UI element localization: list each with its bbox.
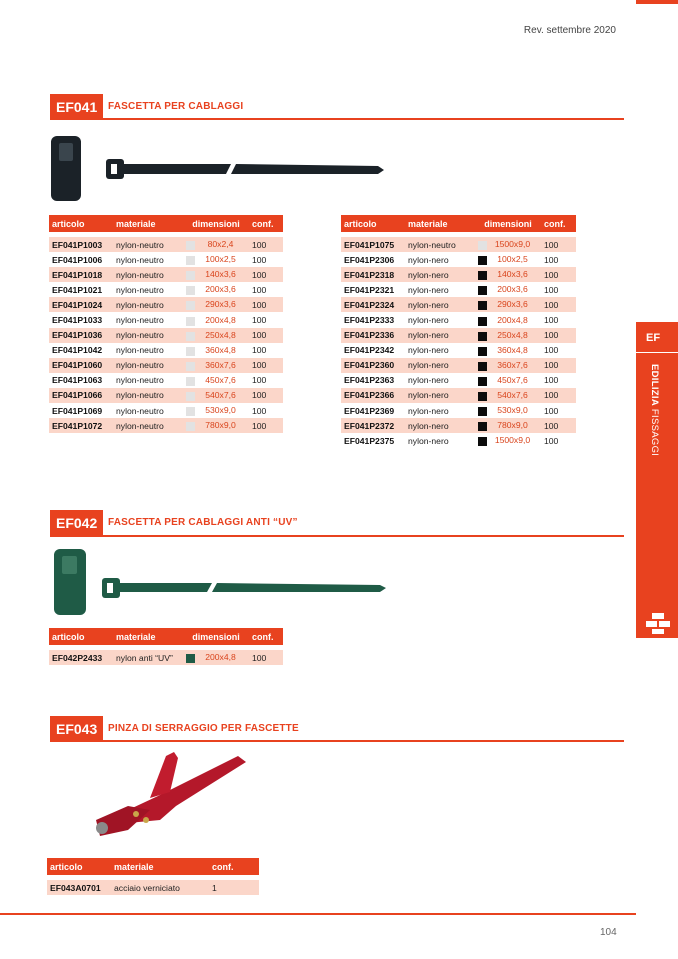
- col-dimensioni: dimensioni: [183, 215, 249, 232]
- cable-tie-black-image: [48, 133, 393, 205]
- cell-articolo: EF041P2333: [344, 315, 395, 326]
- cell-articolo: EF041P2369: [344, 405, 395, 416]
- table-header: [49, 215, 283, 232]
- cell-dimensioni: 80x2,4: [183, 237, 249, 252]
- section-divider: [50, 118, 624, 120]
- cell-materiale: nylon-neutro: [113, 328, 183, 343]
- side-divider: [636, 352, 678, 353]
- table-row: [341, 237, 576, 252]
- section-code-ef042: EF042: [50, 510, 103, 536]
- cell-materiale: nylon-nero: [405, 297, 475, 312]
- color-swatch: [186, 347, 195, 356]
- cell-dimensioni: 360x4,8: [183, 343, 249, 358]
- cell-conf: 100: [249, 297, 283, 312]
- color-swatch: [478, 271, 487, 280]
- cell-articolo: EF041P1003: [49, 237, 113, 252]
- table-row: [49, 418, 283, 433]
- cell-conf: 100: [544, 284, 559, 295]
- cell-materiale: nylon-nero: [408, 284, 449, 295]
- table-row: [341, 267, 576, 282]
- cell-conf: 100: [249, 418, 283, 433]
- table-row: [341, 282, 576, 297]
- cell-articolo: EF042P2433: [49, 650, 113, 665]
- table-row: [49, 267, 283, 282]
- color-swatch: [478, 392, 487, 401]
- color-swatch: [478, 332, 487, 341]
- section-divider: [50, 740, 624, 742]
- top-accent-bar: [636, 0, 678, 4]
- table-row: [341, 418, 576, 433]
- col-dimensioni: dimensioni: [183, 628, 249, 645]
- cell-articolo: EF041P1021: [52, 284, 103, 295]
- cell-conf: 100: [249, 267, 283, 282]
- col-conf: conf.: [249, 628, 283, 645]
- cell-materiale: nylon-nero: [408, 315, 449, 326]
- cell-conf: 100: [541, 328, 576, 343]
- color-swatch: [478, 347, 487, 356]
- color-swatch: [186, 256, 195, 265]
- cell-materiale: nylon-nero: [405, 388, 475, 403]
- table-header: [49, 628, 283, 645]
- cell-conf: 100: [541, 267, 576, 282]
- cable-tie-uv-image: [52, 546, 392, 618]
- bricks-icon: [645, 612, 671, 634]
- section-title-ef043: PINZA DI SERRAGGIO PER FASCETTE: [108, 723, 299, 734]
- cell-conf: 100: [249, 358, 283, 373]
- table-row: [341, 433, 576, 448]
- table-row: [49, 650, 283, 665]
- cell-dimensioni: 1500x9,0: [475, 237, 541, 252]
- section-title-ef041: FASCETTA PER CABLAGGI: [108, 101, 244, 112]
- cell-articolo: EF041P2318: [341, 267, 405, 282]
- cell-materiale: nylon anti “UV”: [113, 650, 183, 665]
- cell-articolo: EF041P2366: [341, 388, 405, 403]
- cell-dimensioni: 250x4,8: [475, 328, 541, 343]
- table-row: [49, 297, 283, 312]
- cell-articolo: EF041P1006: [52, 254, 103, 265]
- cell-articolo: EF041P1042: [52, 345, 103, 356]
- table-row: [341, 252, 576, 267]
- cell-conf: 100: [252, 405, 267, 416]
- cell-conf: 100: [544, 315, 559, 326]
- cell-conf: 100: [252, 315, 267, 326]
- section-code-ef043: EF043: [50, 716, 103, 742]
- table-row: [341, 328, 576, 343]
- col-materiale: materiale: [405, 215, 475, 232]
- cell-dimensioni: 140x3,6: [183, 267, 249, 282]
- col-articolo: articolo: [49, 628, 113, 645]
- cell-conf: 100: [252, 254, 267, 265]
- footer-divider: [0, 913, 636, 915]
- cell-conf: 100: [252, 375, 267, 386]
- table-header: [47, 858, 259, 875]
- page-number: 104: [600, 927, 617, 938]
- cell-articolo: EF041P1072: [49, 418, 113, 433]
- cell-articolo: EF041P1033: [52, 315, 103, 326]
- cell-articolo: EF041P2342: [344, 345, 395, 356]
- cell-materiale: nylon-nero: [408, 405, 449, 416]
- cell-dimensioni: 200x4,8: [183, 312, 249, 327]
- color-swatch: [186, 317, 195, 326]
- cell-conf: 100: [544, 405, 559, 416]
- cell-articolo: EF041P1069: [52, 405, 103, 416]
- table-row: [341, 358, 576, 373]
- color-swatch: [186, 422, 195, 431]
- table-row: [341, 312, 576, 327]
- col-articolo: articolo: [341, 215, 405, 232]
- cable-tie-gun-image: [88, 748, 258, 844]
- cell-materiale: acciaio verniciato: [111, 880, 209, 895]
- cell-dimensioni: 100x2,5: [183, 252, 249, 267]
- cell-dimensioni: 290x3,6: [183, 297, 249, 312]
- section-title-ef042: FASCETTA PER CABLAGGI ANTI “UV”: [108, 517, 298, 528]
- table-row: [49, 343, 283, 358]
- table-row: [341, 373, 576, 388]
- color-swatch: [186, 241, 195, 250]
- cell-dimensioni: 450x7,6: [475, 373, 541, 388]
- table-row: [49, 237, 283, 252]
- col-conf: conf.: [209, 858, 259, 875]
- cell-materiale: nylon-nero: [405, 418, 475, 433]
- cell-conf: 1: [209, 880, 259, 895]
- color-swatch: [478, 437, 487, 446]
- table-row: [49, 403, 283, 418]
- cell-conf: 100: [249, 328, 283, 343]
- cell-conf: 100: [249, 237, 283, 252]
- cell-materiale: nylon-neutro: [113, 418, 183, 433]
- cell-articolo: EF041P1060: [49, 358, 113, 373]
- cell-dimensioni: 780x9,0: [475, 418, 541, 433]
- table-row: [49, 252, 283, 267]
- col-materiale: materiale: [113, 215, 183, 232]
- col-articolo: articolo: [47, 858, 111, 875]
- cell-articolo: EF041P2360: [341, 358, 405, 373]
- cell-dimensioni: 200x3,6: [183, 282, 249, 297]
- cell-dimensioni: 200x4,8: [183, 650, 249, 665]
- cell-dimensioni: 530x9,0: [183, 403, 249, 418]
- cell-materiale: nylon-neutro: [116, 405, 164, 416]
- table-row: [49, 358, 283, 373]
- cell-dimensioni: 250x4,8: [183, 328, 249, 343]
- cell-dimensioni: 1500x9,0: [475, 433, 541, 448]
- cell-conf: 100: [544, 254, 559, 265]
- table-ef043: [47, 858, 259, 895]
- table-row: [341, 297, 576, 312]
- cell-articolo: EF041P1063: [52, 375, 103, 386]
- col-conf: conf.: [541, 215, 576, 232]
- color-swatch: [186, 271, 195, 280]
- table-row: [341, 388, 576, 403]
- cell-articolo: EF041P2363: [344, 375, 395, 386]
- cell-materiale: nylon-neutro: [116, 254, 164, 265]
- color-swatch: [186, 654, 195, 663]
- cell-dimensioni: 540x7,6: [183, 388, 249, 403]
- cell-dimensioni: 780x9,0: [183, 418, 249, 433]
- table-row: [49, 328, 283, 343]
- table-row: [341, 403, 576, 418]
- table-row: [49, 312, 283, 327]
- color-swatch: [186, 377, 195, 386]
- cell-dimensioni: 290x3,6: [475, 297, 541, 312]
- col-articolo: articolo: [49, 215, 113, 232]
- cell-materiale: nylon-nero: [408, 254, 449, 265]
- cell-conf: 100: [541, 418, 576, 433]
- cell-conf: 100: [544, 375, 559, 386]
- cell-materiale: nylon-neutro: [116, 345, 164, 356]
- color-swatch: [478, 362, 487, 371]
- color-swatch: [478, 422, 487, 431]
- cell-dimensioni: 200x4,8: [475, 312, 541, 327]
- cell-dimensioni: 140x3,6: [475, 267, 541, 282]
- table-row: [341, 343, 576, 358]
- cell-conf: 100: [541, 358, 576, 373]
- color-swatch: [478, 407, 487, 416]
- cell-materiale: nylon-neutro: [113, 237, 183, 252]
- cell-materiale: nylon-neutro: [116, 315, 164, 326]
- table-row: [49, 282, 283, 297]
- color-swatch: [186, 332, 195, 341]
- color-swatch: [478, 241, 487, 250]
- cell-dimensioni: 360x4,8: [475, 343, 541, 358]
- cell-conf: 100: [252, 284, 267, 295]
- cell-materiale: nylon-nero: [408, 345, 449, 356]
- cell-articolo: EF043A0701: [47, 880, 111, 895]
- color-swatch: [186, 286, 195, 295]
- color-swatch: [186, 301, 195, 310]
- cell-conf: 100: [252, 345, 267, 356]
- table-header: [341, 215, 576, 232]
- cell-articolo: EF041P1024: [49, 297, 113, 312]
- cell-materiale: nylon-neutro: [116, 284, 164, 295]
- cell-conf: 100: [544, 435, 559, 446]
- cell-dimensioni: 540x7,6: [475, 388, 541, 403]
- cell-articolo: EF041P2324: [341, 297, 405, 312]
- cell-conf: 100: [541, 388, 576, 403]
- table-ef041-left: [49, 215, 283, 433]
- section-code-ef041: EF041: [50, 94, 103, 120]
- color-swatch: [478, 286, 487, 295]
- table-row: [47, 880, 259, 895]
- cell-conf: 100: [541, 297, 576, 312]
- cell-materiale: nylon-neutro: [116, 375, 164, 386]
- cell-materiale: nylon-nero: [408, 435, 449, 446]
- cell-conf: 100: [541, 237, 576, 252]
- cell-articolo: EF041P2375: [344, 435, 395, 446]
- cell-materiale: nylon-neutro: [113, 297, 183, 312]
- cell-articolo: EF041P2321: [344, 284, 395, 295]
- cell-materiale: nylon-neutro: [113, 388, 183, 403]
- color-swatch: [478, 256, 487, 265]
- cell-articolo: EF041P1018: [49, 267, 113, 282]
- color-swatch: [478, 317, 487, 326]
- color-swatch: [478, 301, 487, 310]
- cell-articolo: EF041P2336: [341, 328, 405, 343]
- cell-materiale: nylon-neutro: [405, 237, 475, 252]
- color-swatch: [478, 377, 487, 386]
- cell-conf: 100: [249, 388, 283, 403]
- cell-articolo: EF041P1075: [341, 237, 405, 252]
- cell-articolo: EF041P2372: [341, 418, 405, 433]
- cell-dimensioni: 530x9,0: [475, 403, 541, 418]
- cell-materiale: nylon-nero: [405, 328, 475, 343]
- color-swatch: [186, 362, 195, 371]
- cell-articolo: EF041P1066: [49, 388, 113, 403]
- side-category-code: EF: [646, 332, 661, 344]
- table-row: [49, 373, 283, 388]
- col-materiale: materiale: [113, 628, 183, 645]
- table-ef041-right: [341, 215, 576, 448]
- cell-dimensioni: 200x3,6: [475, 282, 541, 297]
- cell-materiale: nylon-nero: [408, 375, 449, 386]
- col-materiale: materiale: [111, 858, 209, 875]
- cell-conf: 100: [249, 650, 283, 665]
- table-ef042: [49, 628, 283, 665]
- cell-dimensioni: 450x7,6: [183, 373, 249, 388]
- cell-conf: 100: [544, 345, 559, 356]
- color-swatch: [186, 392, 195, 401]
- cell-dimensioni: 360x7,6: [475, 358, 541, 373]
- cell-materiale: nylon-neutro: [113, 358, 183, 373]
- cell-dimensioni: 100x2,5: [475, 252, 541, 267]
- color-swatch: [186, 407, 195, 416]
- col-conf: conf.: [249, 215, 283, 232]
- cell-materiale: nylon-neutro: [113, 267, 183, 282]
- cell-materiale: nylon-nero: [405, 358, 475, 373]
- cell-dimensioni: 360x7,6: [183, 358, 249, 373]
- cell-articolo: EF041P2306: [344, 254, 395, 265]
- section-divider: [50, 535, 624, 537]
- cell-articolo: EF041P1036: [49, 328, 113, 343]
- table-row: [49, 388, 283, 403]
- revision-date: Rev. settembre 2020: [523, 25, 616, 36]
- col-dimensioni: dimensioni: [475, 215, 541, 232]
- cell-materiale: nylon-nero: [405, 267, 475, 282]
- side-category-label: EDILIZIA FISSAGGI: [649, 364, 660, 457]
